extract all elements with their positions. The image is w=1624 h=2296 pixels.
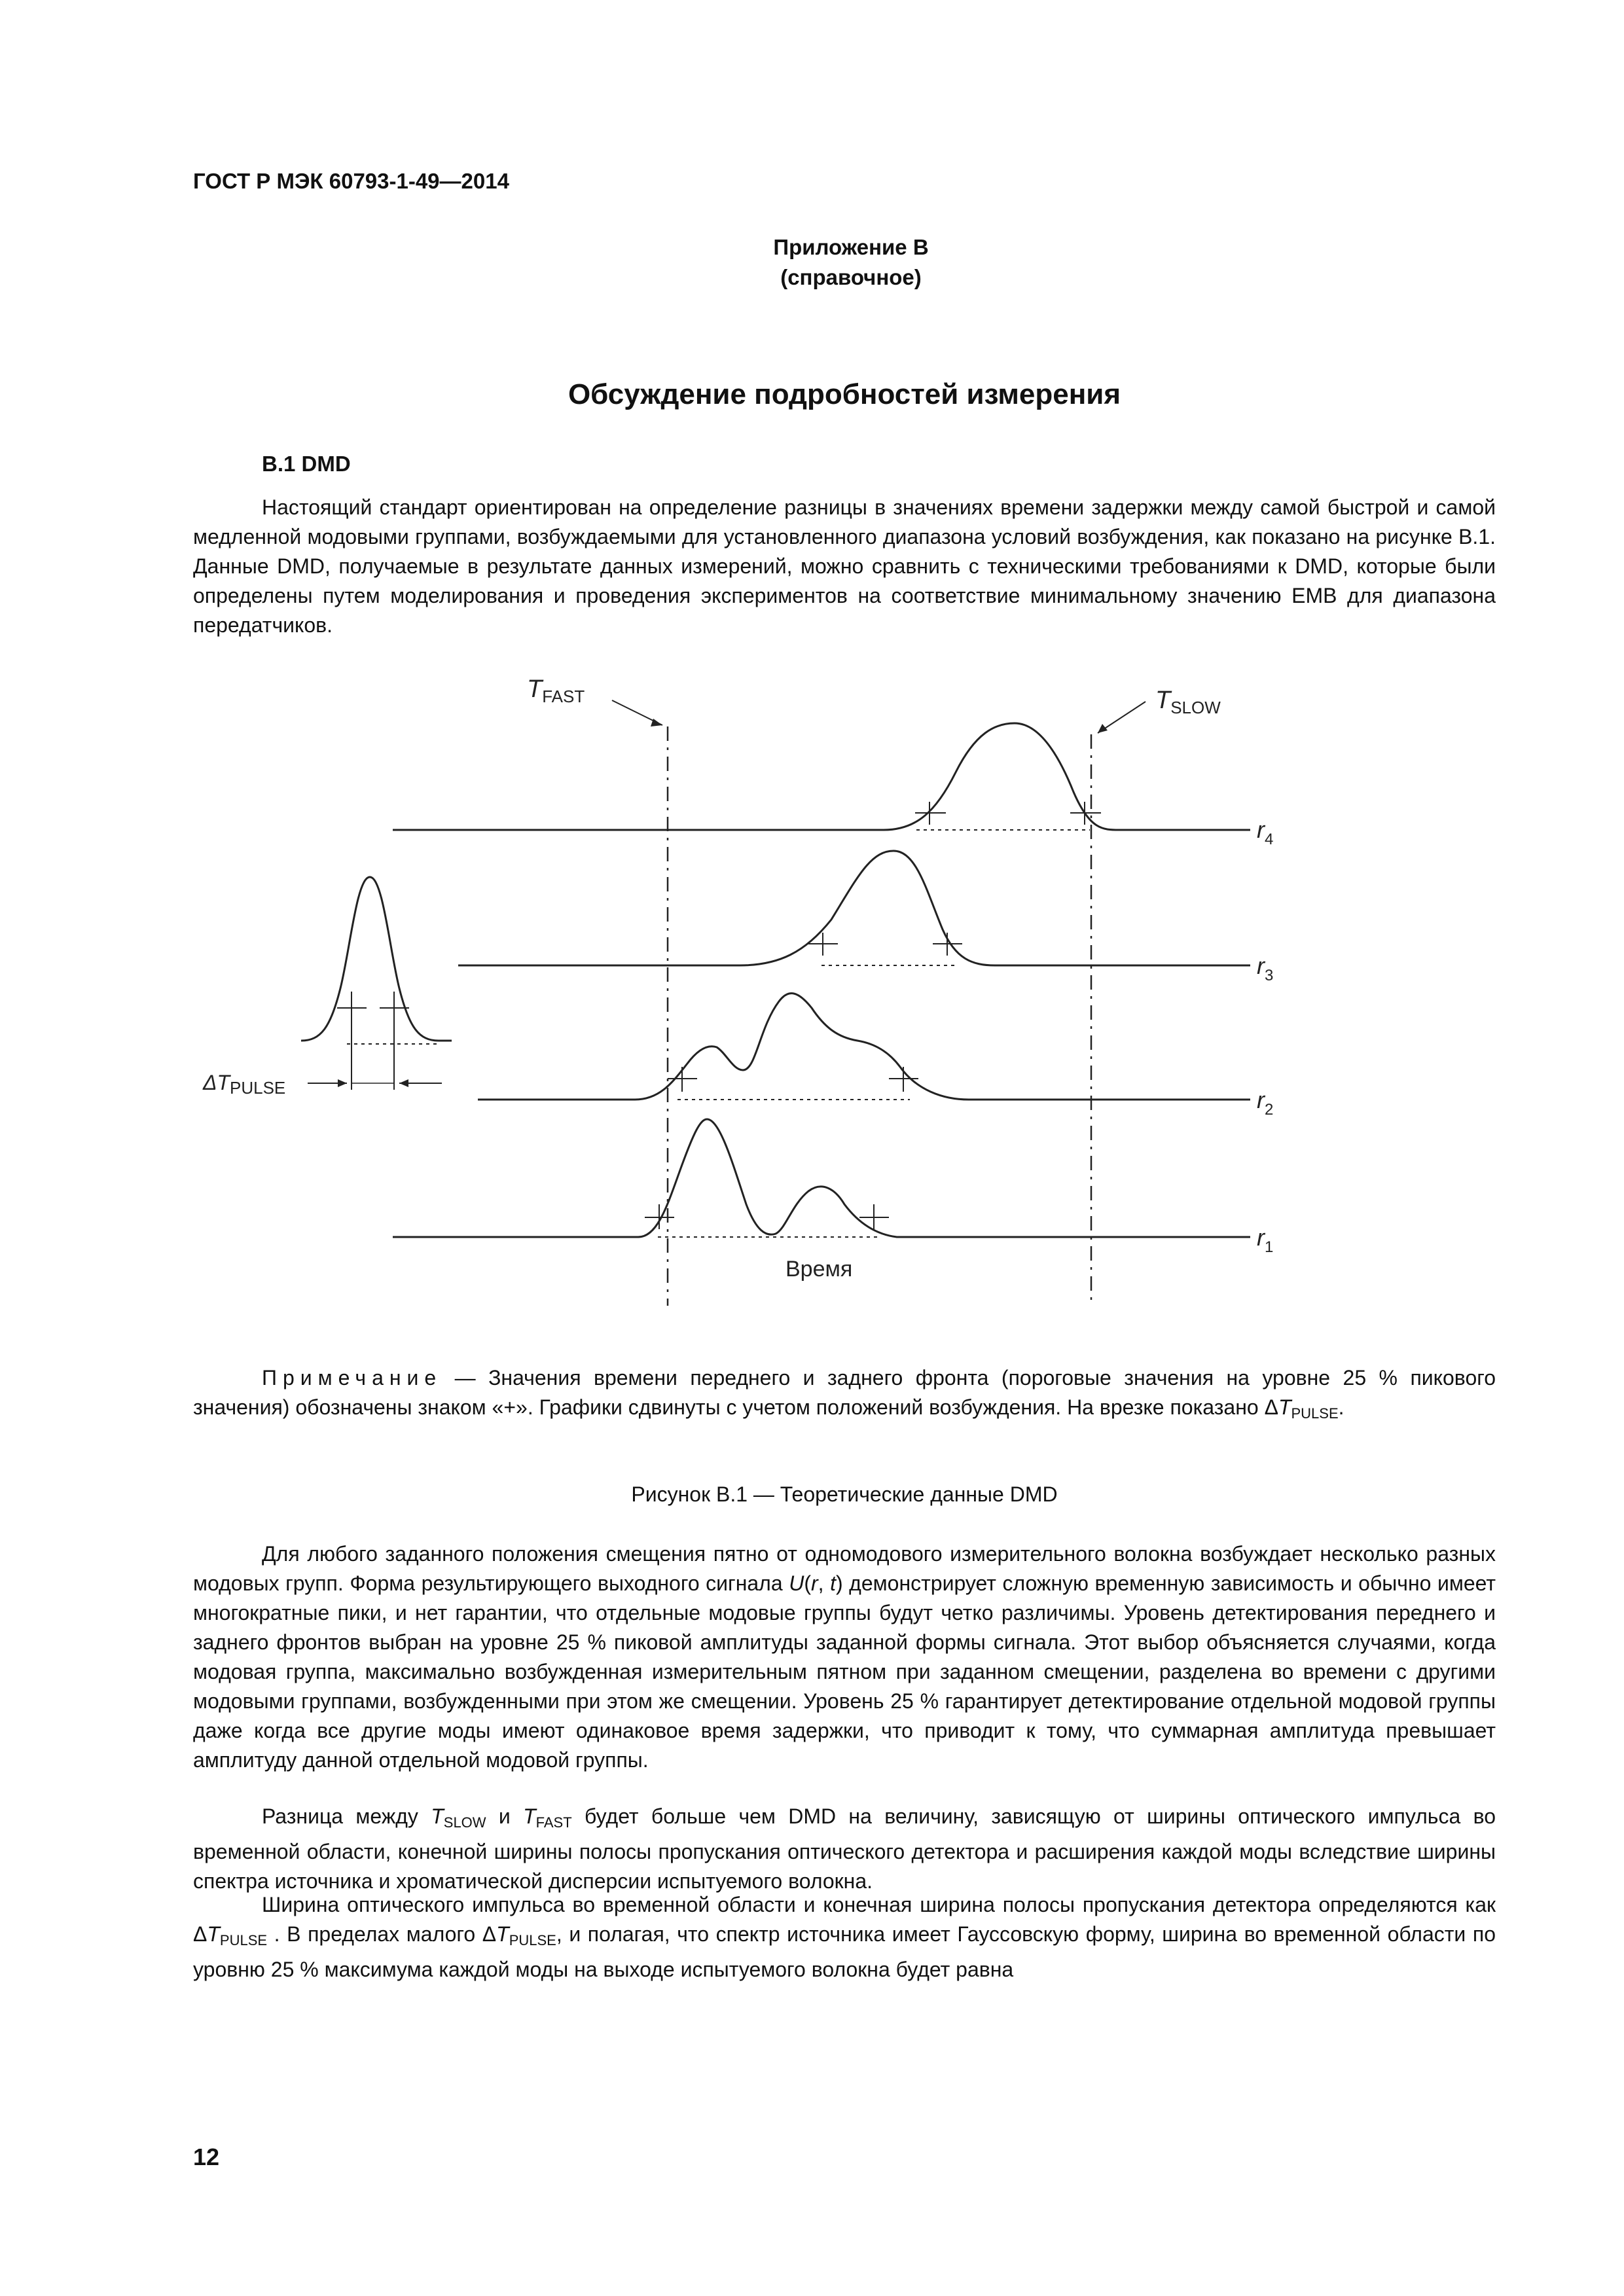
figure-caption: Рисунок В.1 — Теоретические данные DMD: [631, 1482, 1058, 1506]
delta-pulse-label: ΔTPULSE: [203, 1071, 286, 1098]
paragraph-pulse-width: Ширина оптического импульса во временной области и конечная ширина полосы пропускания детектора определяются как $\Delta T_{PULSE}$ . В пределах малого $\Delta T_{PULSE}$, и полагая, что спектр источника имеет Гауссовскую форму, ширина во временной области по уровню 25 % максимума каждой моды на выходе испытуемого волокна будет равна: [193, 1893, 1496, 1981]
note-text: — Значения времени переднего и заднего фронта (пороговые значения на уровне 25 % пикового значения) обозначены знаком «+». Графики сдвинуты с учетом положений возбуждения. На врезке показано Δ: [193, 1366, 1496, 1419]
appendix-heading: [655, 232, 1047, 293]
r3-label: $r_3$: [1257, 952, 1274, 984]
t-fast-label: $T_{FAST}$: [527, 675, 585, 706]
note-label: Примечание: [262, 1366, 442, 1390]
document-code: ГОСТ Р МЭК 60793-1-49—2014: [193, 169, 509, 193]
inset-pulse-trace: [301, 877, 452, 1041]
page-number: 12: [193, 2144, 220, 2170]
paragraph-difference: Разница между $T_{SLOW}$ и $T_{FAST}$ будет больше чем DMD на величину, зависящую от ширины оптического импульса во временной области, конечной ширины полосы пропускания оптического детектора и расширения каждой моды вследствие ширины спектра источника и хроматической дисперсии испытуемого волокна.: [193, 1804, 1496, 1893]
appendix-title: Приложение В: [773, 235, 929, 259]
appendix-type: (справочное): [780, 265, 922, 289]
figure-note: Примечание — Значения времени переднего и заднего фронта (пороговые значения на уровне 25 % пикового значения) обозначены знаком «+». Графики сдвинуты с учетом положений возбуждения. На врезке показано $\Delta T_{PULSE}$.: [193, 1366, 1496, 1422]
paragraph-signal: Для любого заданного положения смещения пятно от одномодового измерительного волокна возбуждает несколько разных модовых групп. Форма результирующего выходного сигнала U(r, t) демонстрирует сложную временную зависимость и обычно имеет многократные пики, и нет гарантии, что отдельные модовые группы будут четко различимы. Уровень детектирования переднего и заднего фронтов выбран на уровне 25 % пиковой амплитуды заданной формы сигнала. Этот выбор объясняется случаями, когда модовая группа, максимально возбужденная измерительным пятном при заданном смещении, разделена во времени с другими модовыми группами, возбужденными при этом же смещении. Уровень 25 % гарантирует детектирование отдельной модовой группы даже когда все другие моды имеют одинаковое время задержки, что приводит к тому, что суммарная амплитуда превышает амплитуду данной отдельной модовой группы.: [193, 1542, 1496, 1772]
paragraph-intro: Настоящий стандарт ориентирован на определение разницы в значениях времени задержки между самой быстрой и самой медленной модовыми группами, возбуждаемыми для установленного диапазона условий возбуждения, как показано на рисунке В.1. Данные DMD, получаемые в результате данных измерений, можно сравнить с техническими требованиями к DMD, которые были определены путем моделирования и проведения экспериментов на соответствие минимальному значению ЕМВ для диапазона передатчиков.: [193, 495, 1496, 637]
r2-trace: [478, 994, 1250, 1100]
r1-label: $r_1$: [1257, 1224, 1274, 1256]
r4-label: $r_4$: [1257, 816, 1274, 848]
page-title: Обсуждение подробностей измерения: [568, 378, 1121, 410]
t-slow-label: $T_{SLOW}$: [1155, 687, 1221, 717]
dmd-figure: [190, 661, 1290, 1329]
section-heading: В.1 DMD: [262, 452, 351, 476]
r3-trace: [458, 851, 1250, 965]
time-axis-label: Время: [785, 1257, 853, 1282]
r4-trace: [393, 723, 1250, 830]
r1-trace: [393, 1119, 1250, 1237]
r2-label: $r_2$: [1257, 1086, 1274, 1119]
